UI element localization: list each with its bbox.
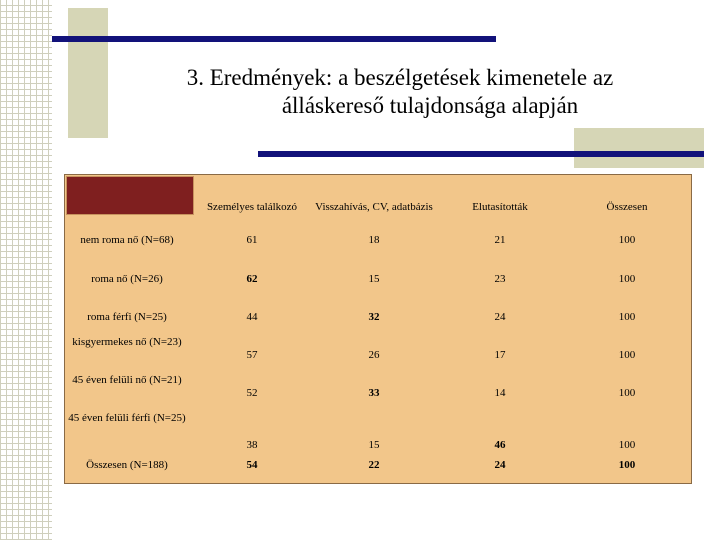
- decorative-block-top: [68, 8, 108, 138]
- table-cell: 14: [494, 387, 506, 399]
- table-cell: 15: [368, 439, 380, 451]
- row-label: 45 éven felüli nő (N=21): [72, 374, 182, 386]
- table-cell: 57: [246, 349, 258, 361]
- table-cell: 24: [494, 311, 506, 323]
- table-cell: 61: [246, 234, 258, 246]
- row-label: Összesen (N=188): [86, 458, 168, 471]
- slide-title-line2: álláskereső tulajdonsága alapján: [281, 93, 579, 118]
- table-cell: 100: [618, 439, 636, 451]
- table-cell: 21: [494, 234, 506, 246]
- table-cell: 62: [246, 273, 258, 285]
- column-header-personal-meeting: Személyes találkozó: [206, 201, 298, 213]
- decorative-bar-bottom: [258, 151, 704, 157]
- table-cell: 100: [618, 273, 636, 285]
- table-cell: 22: [368, 459, 380, 471]
- row-label: roma férfi (N=25): [87, 310, 167, 323]
- table-cell: 17: [494, 349, 506, 361]
- table-cell: 100: [618, 459, 636, 471]
- column-header-total: Összesen: [606, 201, 648, 213]
- row-label: 45 éven felüli férfi (N=25): [68, 412, 186, 424]
- decorative-bar-top: [52, 36, 496, 42]
- row-label: roma nő (N=26): [91, 272, 163, 285]
- table-cell: 54: [246, 459, 258, 471]
- table-cell: 100: [618, 234, 636, 246]
- table-cell: 44: [246, 311, 258, 323]
- results-table: [64, 174, 692, 484]
- column-header-callback-cv-database: Visszahívás, CV, adatbázis: [315, 201, 433, 213]
- table-cell: 52: [246, 387, 258, 399]
- table-cell: 18: [368, 234, 380, 246]
- row-label: nem roma nő (N=68): [80, 233, 174, 246]
- table-cell: 15: [368, 273, 380, 285]
- table-cell: 100: [618, 349, 636, 361]
- table-cell: 32: [368, 311, 380, 323]
- table-cell: 24: [494, 459, 506, 471]
- table-cell: 33: [368, 387, 380, 399]
- table-cell: 23: [494, 273, 506, 285]
- table-cell: 100: [618, 311, 636, 323]
- table-cell: 46: [494, 439, 506, 451]
- table-cell: 100: [618, 387, 636, 399]
- row-label: kisgyermekes nő (N=23): [72, 336, 182, 348]
- slide-title-line1: 3. Eredmények: a beszélgetések kimenetele az: [186, 65, 614, 90]
- table-cell: 38: [246, 439, 258, 451]
- decorative-block-bottom: [574, 128, 704, 168]
- table-cell: 26: [368, 349, 380, 361]
- decorative-checker-pattern: [0, 0, 52, 540]
- slide-title: [120, 64, 680, 120]
- column-header-rejected: Elutasították: [472, 201, 528, 213]
- table-border: [64, 174, 692, 484]
